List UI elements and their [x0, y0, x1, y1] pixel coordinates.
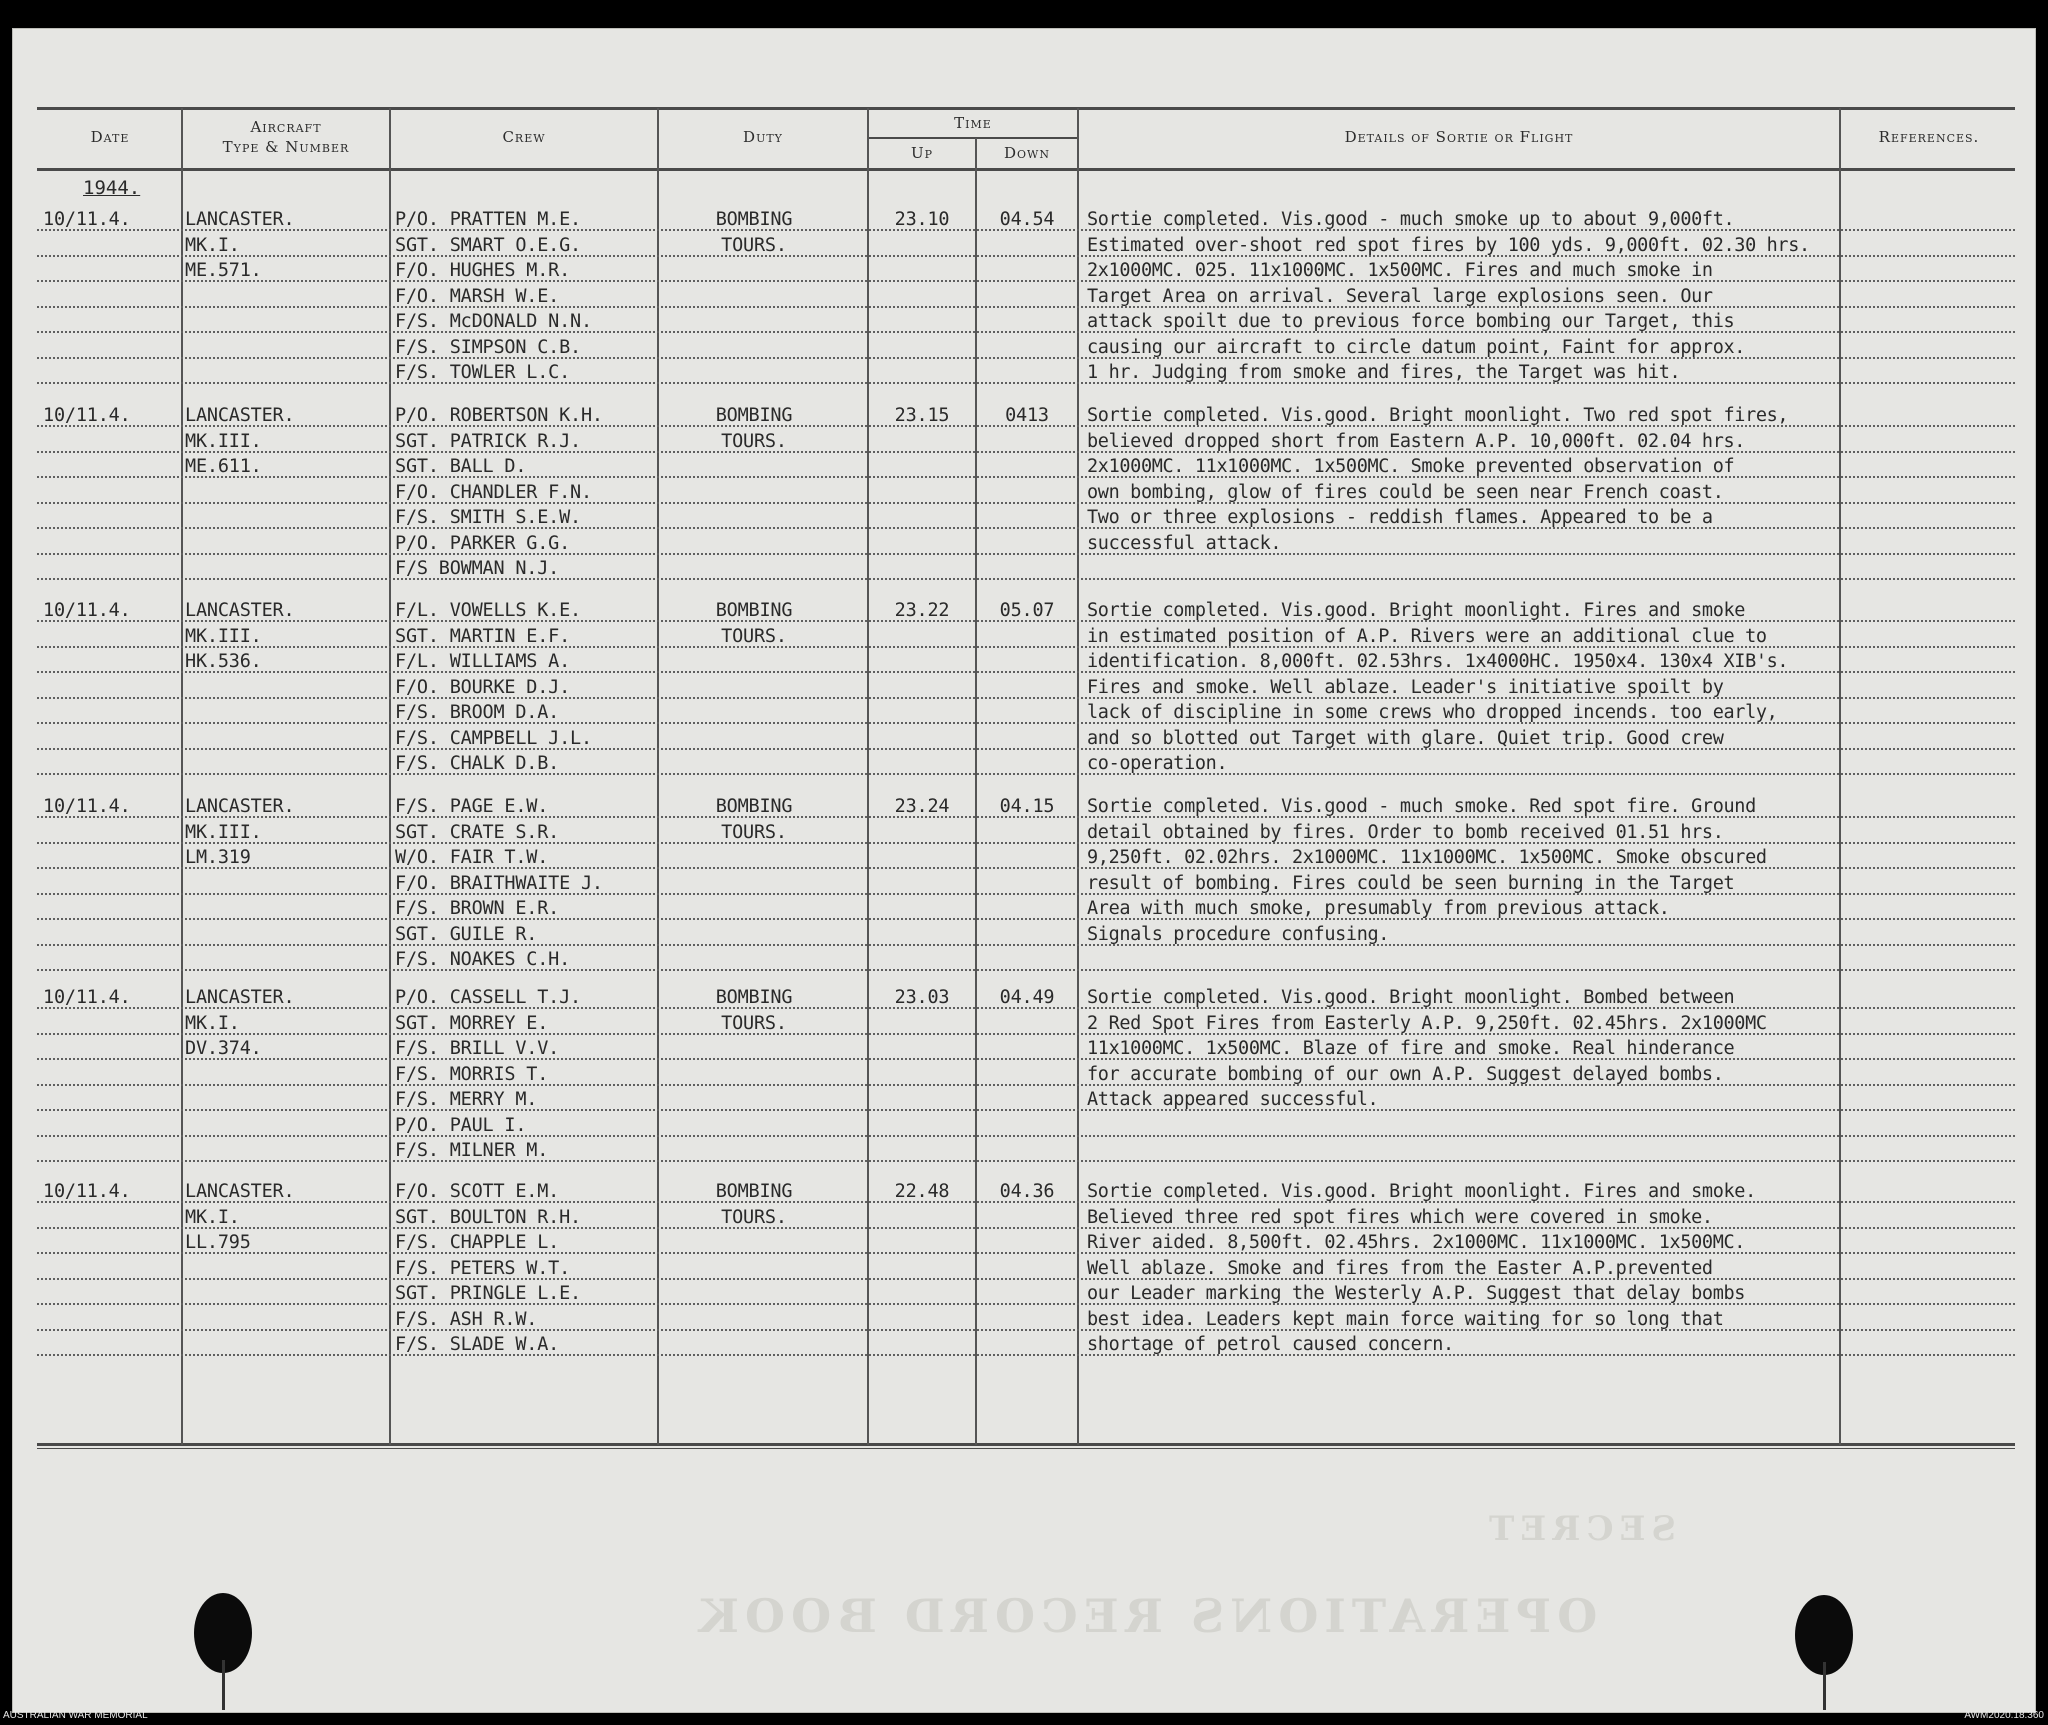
time-down: 04.36 — [999, 1181, 1055, 1202]
aircraft-line: MK.III. — [185, 821, 262, 843]
crew-member: F/S BOWMAN N.J. — [395, 558, 560, 579]
aircraft-line: MK.I. — [185, 1012, 240, 1034]
table-bottom-rule — [37, 1443, 2015, 1446]
ruled-line — [37, 1135, 2015, 1137]
ruled-line — [37, 229, 2015, 231]
header-down: Down — [1004, 144, 1050, 162]
ruled-line — [37, 1058, 2015, 1060]
column-rule — [181, 108, 183, 1445]
ruled-line — [37, 1252, 2015, 1254]
crew-member: F/S. CHAPPLE L. — [395, 1232, 560, 1253]
time-up: 23.03 — [894, 987, 950, 1008]
table-top-rule — [37, 107, 2015, 110]
column-rule — [657, 108, 659, 1445]
time-sub-rule — [867, 137, 1077, 139]
ruled-line — [37, 382, 2015, 384]
crew-member: F/S. NOAKES C.H. — [395, 949, 571, 970]
time-down: 05.07 — [999, 600, 1055, 621]
header-crew: Crew — [502, 128, 546, 146]
crew-member: F/S. PETERS W.T. — [395, 1257, 571, 1279]
ruled-line — [37, 697, 2015, 699]
time-up: 22.48 — [894, 1181, 950, 1202]
ruled-line — [37, 1278, 2015, 1280]
year-label: 1944. — [83, 177, 141, 199]
crew-member: F/S. MERRY M. — [395, 1089, 538, 1110]
crew-member: SGT. MARTIN E.F. — [395, 625, 571, 647]
aircraft-line: MK.I. — [185, 1206, 240, 1228]
ruled-line — [37, 425, 2015, 427]
binder-string-right — [1823, 1662, 1826, 1710]
ruled-line — [37, 1329, 2015, 1331]
ruled-line — [37, 1109, 2015, 1111]
crew-member: F/S. CAMPBELL J.L. — [395, 727, 592, 749]
details-line: Sortie completed. Vis.good. Bright moonlight. Two red spot fires, — [1087, 405, 1789, 426]
crew-member: F/S. SIMPSON C.B. — [395, 336, 581, 358]
aircraft-line: LM.319 — [185, 847, 251, 868]
sortie-date: 10/11.4. — [43, 796, 131, 817]
crew-member: F/S. MILNER M. — [395, 1140, 549, 1161]
aircraft-line: MK.III. — [185, 430, 262, 452]
ruled-line — [37, 1084, 2015, 1086]
crew-member: SGT. CRATE S.R. — [395, 821, 560, 843]
aircraft-line: LANCASTER. — [185, 405, 295, 426]
crew-member: F/S. BROOM D.A. — [395, 702, 560, 723]
crew-member: SGT. MORREY E. — [395, 1012, 549, 1034]
details-line: Believed three red spot fires which were covered in smoke. — [1087, 1206, 1713, 1228]
ruled-line — [37, 1227, 2015, 1229]
details-line: identification. 8,000ft. 02.53hrs. 1x4000HC. 1950x4. 130x4 XIB's. — [1087, 651, 1789, 672]
duty-line: BOMBING — [715, 209, 793, 230]
details-line: 11x1000MC. 1x500MC. Blaze of fire and smoke. Real hinderance — [1087, 1038, 1735, 1059]
details-line: Sortie completed. Vis.good - much smoke. Red spot fire. Ground — [1087, 796, 1756, 817]
ruled-line — [37, 451, 2015, 453]
ruled-line — [37, 773, 2015, 775]
details-line: Fires and smoke. Well ablaze. Leader's initiative spoilt by — [1087, 676, 1724, 698]
duty-line: TOURS. — [721, 430, 787, 452]
column-rule — [389, 108, 391, 1445]
table-bottom-rule-2 — [37, 1448, 2015, 1449]
aircraft-line: DV.374. — [185, 1038, 262, 1059]
details-line: successful attack. — [1087, 532, 1282, 554]
details-line: 9,250ft. 02.02hrs. 2x1000MC. 11x1000MC. 1x500MC. Smoke obscured — [1087, 847, 1767, 868]
details-line: result of bombing. Fires could be seen burning in the Target — [1087, 872, 1735, 894]
crew-member: F/S. SMITH S.E.W. — [395, 507, 581, 528]
time-down: 0413 — [1005, 405, 1049, 426]
ruled-line — [37, 357, 2015, 359]
duty-line: BOMBING — [715, 796, 793, 817]
details-line: Sortie completed. Vis.good. Bright moonlight. Fires and smoke — [1087, 600, 1746, 621]
details-line: 2x1000MC. 025. 11x1000MC. 1x500MC. Fires and much smoke in — [1087, 260, 1713, 281]
aircraft-line: LANCASTER. — [185, 987, 295, 1008]
ruled-line — [37, 722, 2015, 724]
details-line: attack spoilt due to previous force bombing our Target, this — [1087, 311, 1735, 332]
ruled-line — [37, 306, 2015, 308]
ruled-line — [37, 1160, 2015, 1162]
sortie-date: 10/11.4. — [43, 1181, 131, 1202]
crew-member: SGT. GUILE R. — [395, 923, 538, 945]
details-line: 2x1000MC. 11x1000MC. 1x500MC. Smoke prevented observation of — [1087, 456, 1735, 477]
footer-accession: AWM2020.18.360 — [1964, 1710, 2044, 1721]
crew-member: F/O. SCOTT E.M. — [395, 1181, 560, 1202]
crew-member: P/O. PRATTEN M.E. — [395, 209, 581, 230]
crew-member: F/L. VOWELLS K.E. — [395, 600, 581, 621]
header-duty: Duty — [743, 128, 783, 146]
details-line: and so blotted out Target with glare. Quiet trip. Good crew — [1087, 727, 1724, 749]
record-sheet — [12, 28, 2036, 1713]
details-line: Sortie completed. Vis.good. Bright moonlight. Fires and smoke. — [1087, 1181, 1756, 1202]
crew-member: F/S. CHALK D.B. — [395, 753, 560, 774]
crew-member: F/O. BRAITHWAITE J. — [395, 872, 603, 894]
aircraft-line: LANCASTER. — [185, 796, 295, 817]
duty-line: TOURS. — [721, 234, 787, 256]
footer-credit: AUSTRALIAN WAR MEMORIAL — [3, 1710, 148, 1721]
details-line: our Leader marking the Westerly A.P. Suggest that delay bombs — [1087, 1283, 1746, 1304]
ruled-line — [37, 944, 2015, 946]
crew-member: F/L. WILLIAMS A. — [395, 651, 571, 672]
aircraft-line: ME.571. — [185, 260, 262, 281]
details-line: Sortie completed. Vis.good - much smoke up to about 9,000ft. — [1087, 209, 1735, 230]
details-line: best idea. Leaders kept main force waiting for so long that — [1087, 1308, 1724, 1330]
details-line: River aided. 8,500ft. 02.45hrs. 2x1000MC. 11x1000MC. 1x500MC. — [1087, 1232, 1746, 1253]
column-rule — [975, 138, 977, 1445]
duty-line: BOMBING — [715, 405, 793, 426]
header-time: Time — [954, 114, 992, 132]
header-aircraft-line1: Aircraft — [250, 118, 322, 136]
header-references: References. — [1878, 128, 1980, 146]
aircraft-line: ME.611. — [185, 456, 262, 477]
crew-member: F/S. BRILL V.V. — [395, 1038, 560, 1059]
crew-member: F/O. HUGHES M.R. — [395, 260, 571, 281]
duty-line: TOURS. — [721, 821, 787, 843]
ruled-line — [37, 893, 2015, 895]
ruled-line — [37, 816, 2015, 818]
header-aircraft — [183, 117, 389, 157]
duty-line: TOURS. — [721, 625, 787, 647]
time-up: 23.22 — [894, 600, 950, 621]
ruled-line — [37, 867, 2015, 869]
crew-member: SGT. PRINGLE L.E. — [395, 1283, 581, 1304]
sortie-date: 10/11.4. — [43, 209, 131, 230]
header-aircraft-line2: Type & Number — [222, 138, 350, 156]
crew-member: F/S. SLADE W.A. — [395, 1334, 560, 1355]
crew-member: P/O. PAUL I. — [395, 1114, 527, 1136]
details-line: 1 hr. Judging from smoke and fires, the Target was hit. — [1087, 362, 1681, 383]
details-line: Attack appeared successful. — [1087, 1089, 1379, 1110]
ruled-line — [37, 476, 2015, 478]
time-up: 23.24 — [894, 796, 950, 817]
crew-member: F/S. PAGE E.W. — [395, 796, 549, 817]
details-line: believed dropped short from Eastern A.P. 10,000ft. 02.04 hrs. — [1087, 430, 1746, 452]
details-line: Signals procedure confusing. — [1087, 923, 1390, 945]
details-line: Area with much smoke, presumably from previous attack. — [1087, 898, 1670, 919]
crew-member: F/S. BROWN E.R. — [395, 898, 560, 919]
ruled-line — [37, 671, 2015, 673]
ruled-line — [37, 646, 2015, 648]
header-up: Up — [910, 144, 934, 162]
details-line: Target Area on arrival. Several large explosions seen. Our — [1087, 285, 1713, 307]
duty-line: BOMBING — [715, 600, 793, 621]
details-line: Well ablaze. Smoke and fires from the Easter A.P.prevented — [1087, 1257, 1713, 1279]
aircraft-line: HK.536. — [185, 651, 262, 672]
crew-member: P/O. CASSELL T.J. — [395, 987, 581, 1008]
ruled-line — [37, 331, 2015, 333]
crew-member: F/O. CHANDLER F.N. — [395, 481, 592, 503]
binder-string-left — [222, 1660, 225, 1710]
crew-member: SGT. PATRICK R.J. — [395, 430, 581, 452]
ruled-line — [37, 842, 2015, 844]
ruled-line — [37, 280, 2015, 282]
details-line: for accurate bombing of our own A.P. Suggest delayed bombs. — [1087, 1063, 1724, 1085]
header-date: Date — [90, 128, 130, 146]
ruled-line — [37, 1007, 2015, 1009]
details-line: lack of discipline in some crews who dropped incends. too early, — [1087, 702, 1778, 723]
time-up: 23.15 — [894, 405, 950, 426]
duty-line: BOMBING — [715, 1181, 793, 1202]
ruled-line — [37, 578, 2015, 580]
crew-member: P/O. PARKER G.G. — [395, 532, 571, 554]
ruled-line — [37, 1354, 2015, 1356]
crew-member: F/S. MORRIS T. — [395, 1063, 549, 1085]
sortie-date: 10/11.4. — [43, 600, 131, 621]
aircraft-line: MK.I. — [185, 234, 240, 256]
show-through-print: SECRET — [1483, 1509, 1677, 1549]
crew-member: W/O. FAIR T.W. — [395, 847, 549, 868]
details-line: Two or three explosions - reddish flames. Appeared to be a — [1087, 507, 1713, 528]
time-down: 04.49 — [999, 987, 1055, 1008]
details-line: own bombing, glow of fires could be seen near French coast. — [1087, 481, 1724, 503]
ruled-line — [37, 748, 2015, 750]
sortie-date: 10/11.4. — [43, 987, 131, 1008]
details-line: causing our aircraft to circle datum point, Faint for approx. — [1087, 336, 1746, 358]
aircraft-line: LANCASTER. — [185, 600, 295, 621]
ruled-line — [37, 1201, 2015, 1203]
crew-member: P/O. ROBERTSON K.H. — [395, 405, 603, 426]
details-line: Estimated over-shoot red spot fires by 100 yds. 9,000ft. 02.30 hrs. — [1087, 234, 1810, 256]
ruled-line — [37, 527, 2015, 529]
header-bottom-rule — [37, 168, 2015, 171]
crew-member: F/O. MARSH W.E. — [395, 285, 560, 307]
duty-line: TOURS. — [721, 1206, 787, 1228]
column-rule — [1839, 108, 1841, 1445]
duty-line: BOMBING — [715, 987, 793, 1008]
crew-member: F/S. TOWLER L.C. — [395, 362, 571, 383]
time-up: 23.10 — [894, 209, 950, 230]
show-through-print: OPERATIONS RECORD BOOK — [693, 1589, 1598, 1643]
ruled-line — [37, 255, 2015, 257]
ruled-line — [37, 620, 2015, 622]
aircraft-line: LL.795 — [185, 1232, 251, 1253]
details-line: Sortie completed. Vis.good. Bright moonlight. Bombed between — [1087, 987, 1735, 1008]
details-line: co-operation. — [1087, 753, 1228, 774]
aircraft-line: LANCASTER. — [185, 209, 295, 230]
column-rule — [1077, 108, 1079, 1445]
details-line: in estimated position of A.P. Rivers were an additional clue to — [1087, 625, 1767, 647]
ruled-line — [37, 969, 2015, 971]
details-line: 2 Red Spot Fires from Easterly A.P. 9,250ft. 02.45hrs. 2x1000MC — [1087, 1012, 1767, 1034]
ruled-line — [37, 1303, 2015, 1305]
crew-member: SGT. SMART O.E.G. — [395, 234, 581, 256]
details-line: shortage of petrol caused concern. — [1087, 1334, 1454, 1355]
details-line: detail obtained by fires. Order to bomb received 01.51 hrs. — [1087, 821, 1724, 843]
aircraft-line: MK.III. — [185, 625, 262, 647]
crew-member: SGT. BOULTON R.H. — [395, 1206, 581, 1228]
column-rule — [867, 108, 869, 1445]
crew-member: F/S. McDONALD N.N. — [395, 311, 592, 332]
time-down: 04.54 — [999, 209, 1055, 230]
ruled-line — [37, 1033, 2015, 1035]
crew-member: F/S. ASH R.W. — [395, 1308, 538, 1330]
ruled-line — [37, 553, 2015, 555]
ruled-line — [37, 502, 2015, 504]
sortie-date: 10/11.4. — [43, 405, 131, 426]
duty-line: TOURS. — [721, 1012, 787, 1034]
time-down: 04.15 — [999, 796, 1055, 817]
header-details: Details of Sortie or Flight — [1344, 128, 1574, 146]
crew-member: F/O. BOURKE D.J. — [395, 676, 571, 698]
crew-member: SGT. BALL D. — [395, 456, 527, 477]
ruled-line — [37, 918, 2015, 920]
aircraft-line: LANCASTER. — [185, 1181, 295, 1202]
